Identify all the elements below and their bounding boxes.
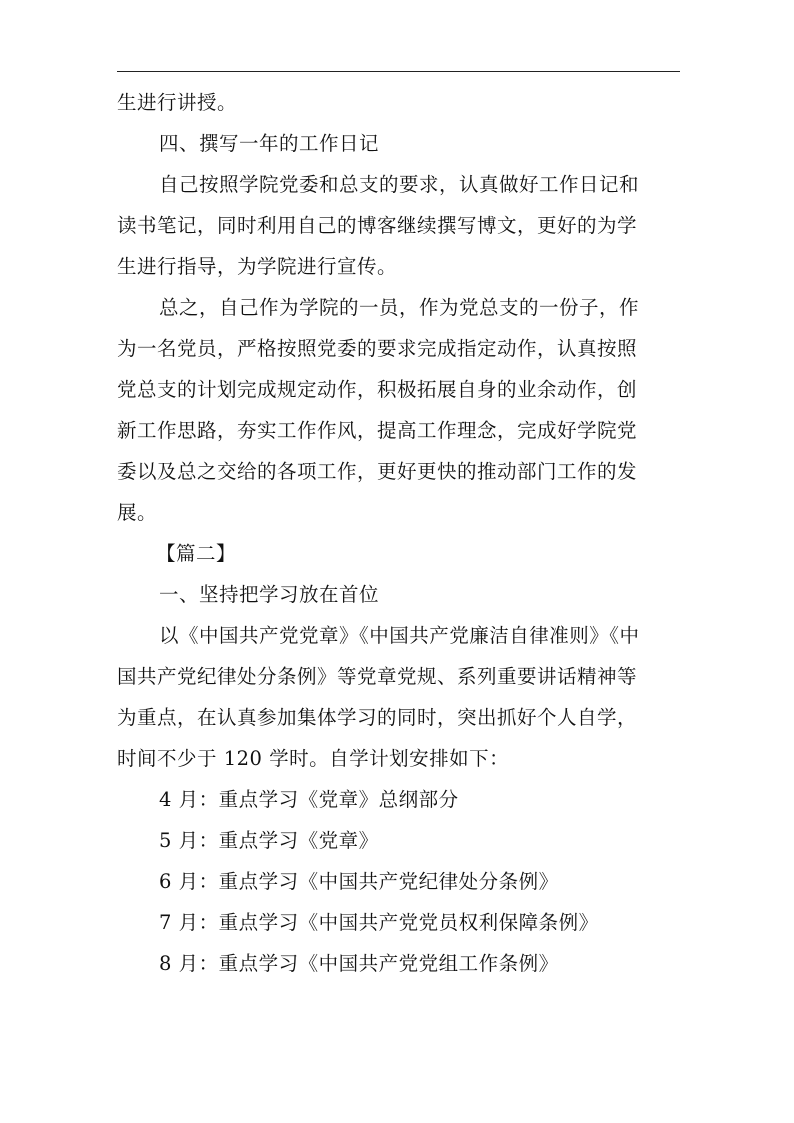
section-heading-work-diary: 四、撰写一年的工作日记 (159, 132, 380, 155)
section-heading-study-first: 一、坚持把学习放在首位 (159, 583, 380, 606)
study-plan-item-june: 6 月：重点学习《中国共产党纪律处分条例》 (159, 870, 559, 893)
document-body (117, 82, 680, 984)
paragraph-line-3: 自己按照学院党委和总支的要求，认真做好工作日记和 (159, 173, 640, 196)
study-plan-item-may: 5 月：重点学习《党章》 (159, 829, 379, 852)
paragraph-line-5: 生进行指导，为学院进行宣传。 (117, 255, 398, 278)
paragraph-line-15: 国共产党纪律处分条例》等党章党规、系列重要讲话精神等 (117, 665, 638, 688)
study-plan-item-august: 8 月：重点学习《中国共产党党组工作条例》 (159, 952, 559, 975)
paragraph-line-11: 展。 (117, 501, 158, 524)
paragraph-line-14: 以《中国共产党党章》《中国共产党廉洁自律准则》《中 (159, 624, 640, 647)
study-plan-item-april: 4 月：重点学习《党章》总纲部分 (159, 788, 459, 811)
paragraph-line-8: 党总支的计划完成规定动作，积极拓展自身的业余动作，创 (117, 378, 638, 401)
section-marker-part-two: 【篇二】 (156, 542, 237, 565)
paragraph-line-4: 读书笔记，同时利用自己的博客继续撰写博文，更好的为学 (117, 214, 638, 237)
paragraph-line-9: 新工作思路，夯实工作作风，提高工作理念，完成好学院党 (117, 419, 638, 442)
study-plan-item-july: 7 月：重点学习《中国共产党党员权利保障条例》 (159, 911, 599, 934)
paragraph-line-6: 总之，自己作为学院的一员，作为党总支的一份子，作 (159, 296, 640, 319)
paragraph-line-17: 时间不少于 120 学时。自学计划安排如下： (117, 747, 510, 770)
paragraph-line-1: 生进行讲授。 (117, 91, 238, 114)
paragraph-line-16: 为重点，在认真参加集体学习的同时，突出抓好个人自学， (117, 706, 638, 729)
paragraph-line-10: 委以及总之交给的各项工作，更好更快的推动部门工作的发 (117, 460, 638, 483)
paragraph-line-7: 为一名党员，严格按照党委的要求完成指定动作，认真按照 (117, 337, 638, 360)
header-rule (117, 71, 680, 72)
